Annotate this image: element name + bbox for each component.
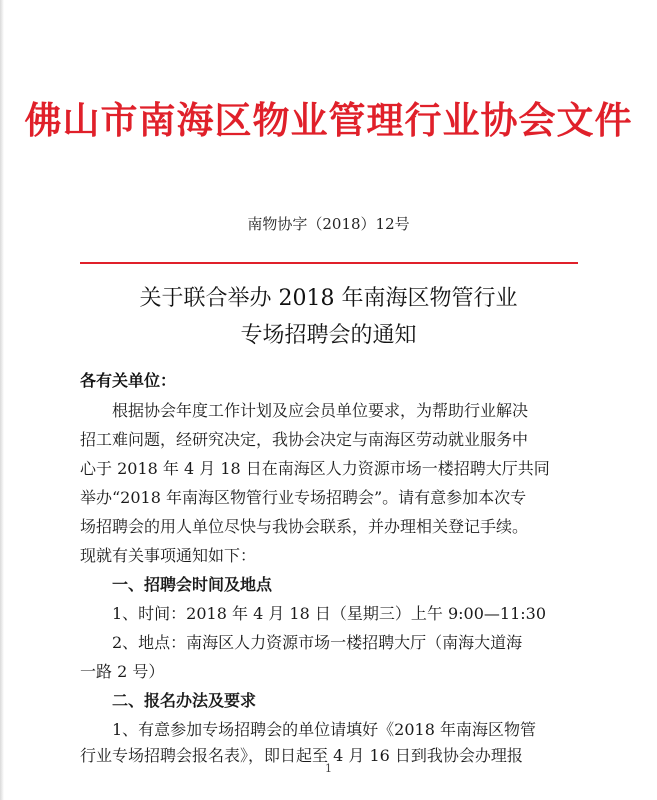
notice-title-line-1: 关于联合举办 2018 年南海区物管行业 xyxy=(139,286,518,311)
body-line: 根据协会年度工作计划及应会员单位要求，为帮助行业解决 xyxy=(112,401,529,420)
page-number: 1 xyxy=(325,762,332,775)
item-location-line-2: 一路 2 号） xyxy=(80,662,165,681)
notice-title-line-2: 专场招聘会的通知 xyxy=(240,323,417,348)
body-line: 现就有关事项通知如下： xyxy=(80,546,257,565)
document-number: 南物协字（2018）12号 xyxy=(247,215,410,233)
red-divider-line xyxy=(80,262,578,264)
item-registration-line-1: 1、有意参加专场招聘会的单位请填好《2018 年南海区物管 xyxy=(112,720,536,739)
section-1-heading: 一、招聘会时间及地点 xyxy=(112,575,273,594)
salutation: 各有关单位： xyxy=(80,371,177,390)
item-registration-line-2: 行业专场招聘会报名表》，即日起至 4 月 16 日到我协会办理报 xyxy=(80,746,523,765)
body-line: 招工难问题，经研究决定，我协会决定与南海区劳动就业服务中 xyxy=(80,430,529,449)
body-line: 举办“2018 年南海区物管行业专场招聘会”。请有意参加本次专 xyxy=(80,488,527,507)
section-2-heading: 二、报名办法及要求 xyxy=(112,691,257,710)
body-line: 心于 2018 年 4 月 18 日在南海区人力资源市场一楼招聘大厅共同 xyxy=(80,459,550,478)
red-letterhead-title: 佛山市南海区物业管理行业协会文件 xyxy=(24,98,633,142)
body-line: 场招聘会的用人单位尽快与我协会联系，并办理相关登记手续。 xyxy=(80,517,529,536)
item-time: 1、时间：2018 年 4 月 18 日（星期三）上午 9:00—11:30 xyxy=(112,604,546,623)
item-location-line-1: 2、地点：南海区人力资源市场一楼招聘大厅（南海大道海 xyxy=(112,633,523,652)
